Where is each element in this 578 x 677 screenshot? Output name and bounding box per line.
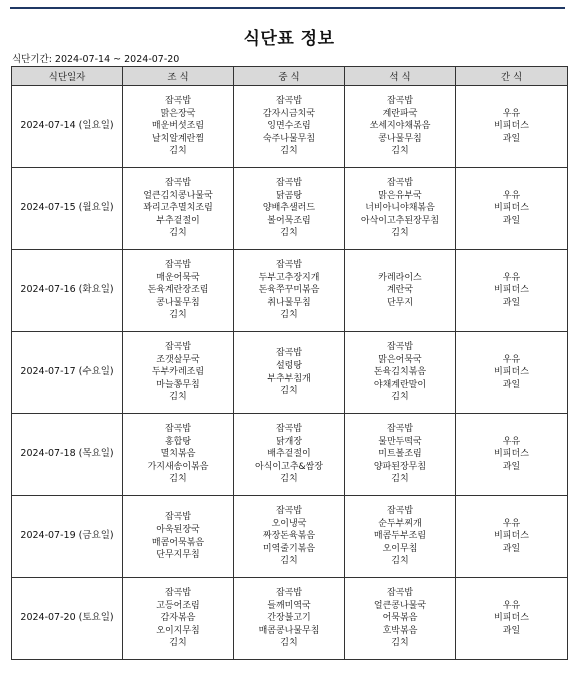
menu-item: 멸치볶음 [160, 449, 196, 460]
date-cell: 2024-07-19 (금요일) [12, 496, 123, 578]
menu-item: 볼어묵조림 [267, 215, 311, 226]
menu-item: 미트볼조림 [378, 449, 422, 460]
menu-item: 과일 [502, 215, 521, 226]
dinner-cell [345, 332, 456, 414]
dinner-cell [345, 168, 456, 250]
menu-item: 숙주나물무침 [262, 133, 316, 144]
menu-item: 김치 [280, 556, 298, 567]
menu-item: 날치알계란찜 [151, 133, 205, 144]
menu-item: 잡곡밥 [275, 424, 303, 435]
menu-item: 간장불고기 [267, 613, 311, 624]
menu-item: 순두부찌개 [378, 518, 422, 529]
menu-item: 아욱된장국 [156, 524, 200, 535]
breakfast-cell [123, 86, 234, 168]
menu-item: 잡곡밥 [386, 588, 414, 599]
menu-item: 카레라이스 [378, 272, 422, 283]
meal-table [11, 66, 568, 660]
menu-item: 김치 [169, 474, 187, 485]
menu-item: 계란파국 [382, 108, 418, 119]
lunch-cell [234, 578, 345, 660]
breakfast-cell [123, 414, 234, 496]
dinner-cell [345, 250, 456, 332]
dinner-cell [345, 578, 456, 660]
menu-item: 매콤콩나물무침 [258, 625, 320, 636]
menu-item: 맑은유부국 [378, 190, 422, 201]
menu-item: 잡곡밥 [386, 506, 414, 517]
menu-item: 어묵볶음 [382, 613, 418, 624]
header-dinner: 석 식 [345, 67, 456, 86]
menu-item: 우유 [502, 436, 521, 447]
menu-item: 맑은장국 [160, 108, 196, 119]
menu-item: 김치 [169, 228, 187, 239]
menu-item: 잡곡밥 [386, 342, 414, 353]
menu-item: 얼큰김치콩나물국 [143, 190, 213, 201]
header-breakfast: 조 식 [123, 67, 234, 86]
menu-item: 돈육김치볶음 [373, 367, 427, 378]
menu-item: 두부고추장지개 [258, 272, 320, 283]
header-snack: 간 식 [456, 67, 568, 86]
menu-item: 아삭이고추된장무침 [360, 215, 440, 226]
menu-item: 김치 [169, 392, 187, 403]
menu-item: 물만두떡국 [378, 436, 422, 447]
menu-item: 잡곡밥 [164, 512, 192, 523]
menu-item: 꽈리고추멸치조림 [143, 203, 213, 214]
breakfast-cell [123, 332, 234, 414]
menu-item: 김치 [391, 228, 409, 239]
dinner-cell [345, 496, 456, 578]
menu-item: 비피더스 [494, 203, 529, 214]
menu-item: 콩나물무침 [156, 297, 200, 308]
menu-item: 콩나물무침 [378, 133, 422, 144]
menu-item: 단무지무침 [156, 550, 200, 561]
breakfast-cell [123, 496, 234, 578]
menu-item: 미역줄기볶음 [262, 543, 316, 554]
menu-item: 잡곡밥 [164, 178, 192, 189]
menu-item: 김치 [169, 146, 187, 157]
menu-item: 두부카레조림 [151, 367, 205, 378]
menu-item: 닭곰탕 [275, 190, 303, 201]
table-row [12, 250, 568, 332]
menu-item: 매운버섯조림 [151, 121, 205, 132]
menu-item: 비피더스 [494, 613, 529, 624]
menu-item: 돈육쭈꾸미볶음 [258, 285, 320, 296]
menu-item: 매콤어묵볶음 [151, 537, 205, 548]
menu-item: 홍합탕 [164, 436, 192, 447]
menu-item: 과일 [502, 625, 521, 636]
menu-item: 호박볶음 [382, 625, 418, 636]
menu-item: 김치 [391, 392, 409, 403]
table-row [12, 168, 568, 250]
menu-item: 비피더스 [494, 285, 529, 296]
menu-item: 너비아니야채볶음 [365, 203, 435, 214]
menu-item: 조갯살무국 [156, 354, 200, 365]
menu-item: 잡곡밥 [275, 178, 303, 189]
menu-item: 우유 [502, 272, 521, 283]
menu-item: 잡곡밥 [275, 348, 303, 359]
menu-item: 우유 [502, 354, 521, 365]
menu-item: 잡곡밥 [164, 260, 192, 271]
menu-item: 양파된장무침 [373, 461, 427, 472]
menu-item: 김치 [169, 638, 187, 649]
date-cell: 2024-07-17 (수요일) [12, 332, 123, 414]
menu-item: 짜장돈육볶음 [262, 531, 316, 542]
menu-item: 김치 [391, 146, 409, 157]
date-cell: 2024-07-16 (화요일) [12, 250, 123, 332]
lunch-cell [234, 168, 345, 250]
table-header-row [12, 67, 568, 86]
menu-item: 우유 [502, 108, 521, 119]
snack-cell [456, 332, 568, 414]
menu-item: 우유 [502, 190, 521, 201]
menu-item: 김치 [391, 556, 409, 567]
table-row [12, 332, 568, 414]
top-rule [10, 7, 565, 9]
menu-item: 잡곡밥 [275, 260, 303, 271]
menu-item: 과일 [502, 297, 521, 308]
menu-item: 설렁탕 [275, 360, 303, 371]
menu-item: 과일 [502, 379, 521, 390]
snack-cell [456, 168, 568, 250]
menu-item: 김치 [280, 310, 298, 321]
lunch-cell [234, 86, 345, 168]
menu-item: 비피더스 [494, 449, 529, 460]
menu-item: 부추겉절이 [156, 215, 200, 226]
menu-item: 오이지무침 [156, 625, 200, 636]
menu-item: 쏘세지야채볶음 [369, 121, 431, 132]
header-lunch: 중 식 [234, 67, 345, 86]
snack-cell [456, 86, 568, 168]
table-body [12, 86, 568, 660]
menu-item: 마늘쫑무침 [156, 379, 200, 390]
menu-item: 비피더스 [494, 531, 529, 542]
menu-item: 잉면수조림 [267, 121, 311, 132]
menu-item: 아식이고추&쌈장 [255, 461, 323, 472]
date-cell: 2024-07-15 (월요일) [12, 168, 123, 250]
date-cell: 2024-07-20 (토요일) [12, 578, 123, 660]
menu-item: 우유 [502, 600, 521, 611]
menu-item: 비피더스 [494, 367, 529, 378]
menu-item: 부추부침개 [267, 373, 311, 384]
menu-item: 매운어묵국 [156, 272, 200, 283]
breakfast-cell [123, 168, 234, 250]
menu-item: 김치 [280, 638, 298, 649]
lunch-cell [234, 496, 345, 578]
meal-period: 식단기간: 2024-07-14 ~ 2024-07-20 [12, 54, 180, 65]
menu-item: 오이냉국 [271, 518, 307, 529]
menu-item: 과일 [502, 461, 521, 472]
menu-item: 들깨미역국 [267, 600, 311, 611]
table-row [12, 414, 568, 496]
menu-item: 얼큰콩나물국 [373, 600, 427, 611]
dinner-cell [345, 86, 456, 168]
table-row [12, 578, 568, 660]
menu-item: 잡곡밥 [386, 178, 414, 189]
menu-item: 비피더스 [494, 121, 529, 132]
snack-cell [456, 250, 568, 332]
menu-item: 취나물무침 [267, 297, 311, 308]
menu-item: 감자볶음 [160, 613, 196, 624]
menu-item: 잡곡밥 [386, 424, 414, 435]
lunch-cell [234, 250, 345, 332]
menu-item: 김치 [391, 638, 409, 649]
menu-item: 감자시금치국 [262, 108, 316, 119]
menu-item: 양배추샐러드 [262, 203, 316, 214]
menu-item: 맑은어묵국 [378, 354, 422, 365]
menu-item: 잡곡밥 [386, 96, 414, 107]
menu-item: 매콤두부조림 [373, 531, 427, 542]
menu-item: 잡곡밥 [164, 342, 192, 353]
breakfast-cell [123, 578, 234, 660]
menu-item: 배추겉절이 [267, 449, 311, 460]
menu-item: 잡곡밥 [275, 588, 303, 599]
menu-item: 김치 [391, 474, 409, 485]
menu-item: 김치 [169, 310, 187, 321]
menu-item: 닭개장 [275, 436, 303, 447]
menu-item: 잡곡밥 [275, 96, 303, 107]
menu-item: 김치 [280, 146, 298, 157]
date-cell: 2024-07-18 (목요일) [12, 414, 123, 496]
snack-cell [456, 414, 568, 496]
header-date: 식단일자 [12, 67, 123, 86]
lunch-cell [234, 332, 345, 414]
menu-item: 잡곡밥 [275, 506, 303, 517]
breakfast-cell [123, 250, 234, 332]
menu-item: 과일 [502, 543, 521, 554]
lunch-cell [234, 414, 345, 496]
menu-item: 오이무침 [382, 543, 418, 554]
menu-item: 야채계란말이 [373, 379, 427, 390]
table-row [12, 496, 568, 578]
menu-item: 돈육계란장조림 [147, 285, 209, 296]
menu-item: 가지새송이볶음 [147, 461, 209, 472]
menu-item: 잡곡밥 [164, 96, 192, 107]
menu-item: 잡곡밥 [164, 424, 192, 435]
menu-item: 잡곡밥 [164, 588, 192, 599]
menu-item: 우유 [502, 518, 521, 529]
snack-cell [456, 496, 568, 578]
menu-item: 계란국 [386, 285, 414, 296]
menu-item: 김치 [280, 474, 298, 485]
table-row [12, 86, 568, 168]
page-title: 식단표 정보 [243, 29, 335, 49]
menu-item: 단무지 [386, 297, 414, 308]
dinner-cell [345, 414, 456, 496]
menu-item: 김치 [280, 386, 298, 397]
snack-cell [456, 578, 568, 660]
date-cell: 2024-07-14 (일요일) [12, 86, 123, 168]
menu-item: 고등어조림 [156, 600, 200, 611]
menu-item: 김치 [280, 228, 298, 239]
menu-item: 과일 [502, 133, 521, 144]
